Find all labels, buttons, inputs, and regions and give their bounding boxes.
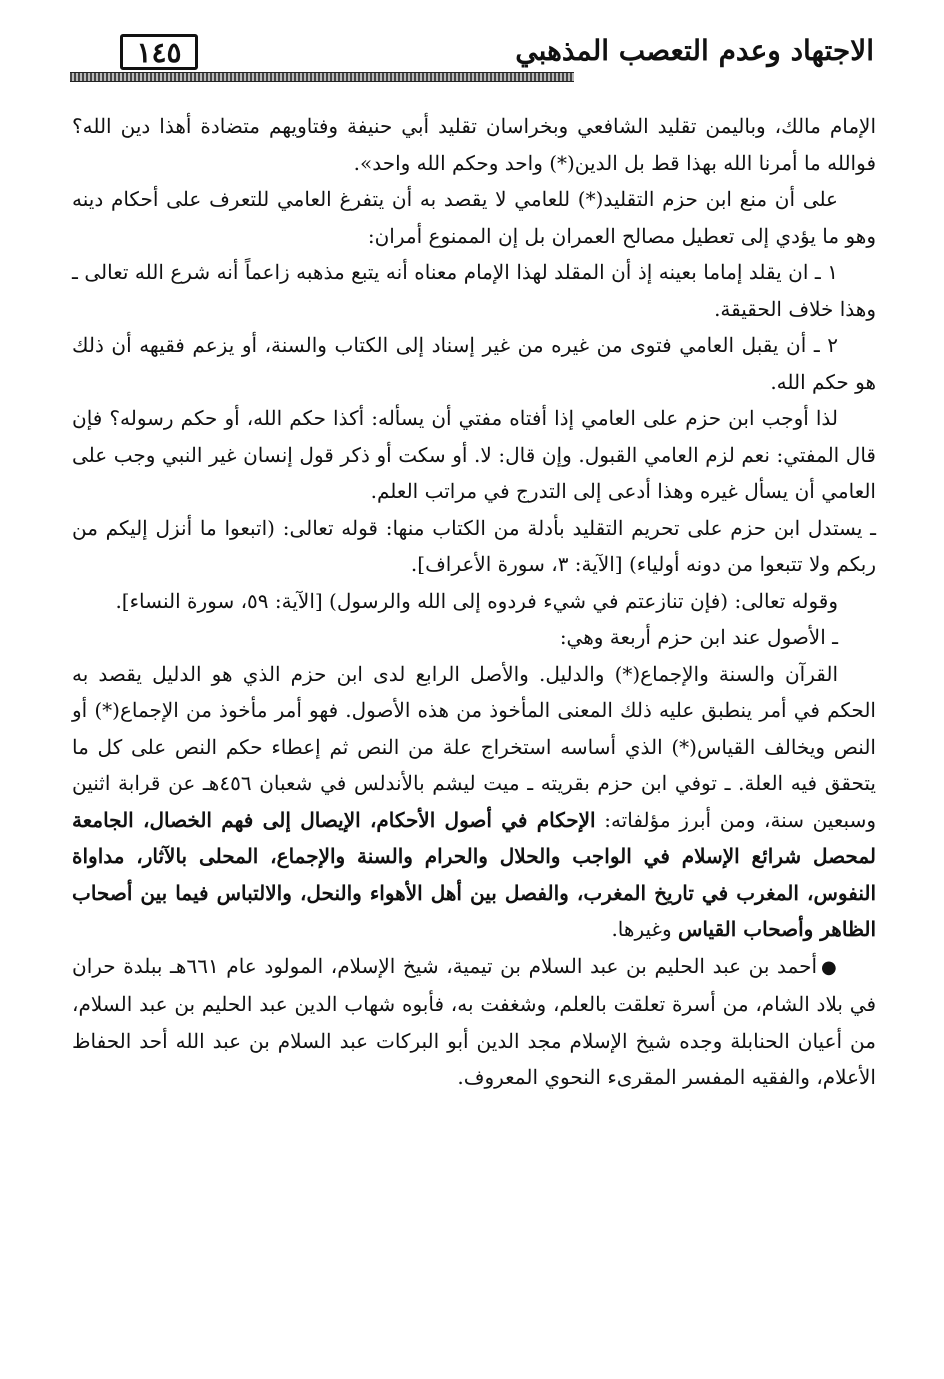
black-circle-bullet-icon: ● <box>821 956 838 978</box>
paragraph-evidence: ـ يستدل ابن حزم على تحريم التقليد بأدلة من الكتاب منها: قوله تعالى: (اتبعوا ما أنزل إليكم من ربكم ولا تتبعوا من دونه أولياء) [الآية: ٣، سورة الأعراف]. <box>72 515 876 576</box>
ibn-taymiyya-bio: أحمد بن عبد الحليم بن عبد السلام بن تيمية، شيخ الإسلام، المولود عام ٦٦١هـ ببلدة حران في بلاد الشام، من أسرة تعلقت بالعلم، وشغفت به، فأبوه شهاب الدين عبد الحليم بن عبد السلام، من أعيان الحنابلة وجده شيخ الإسلام مجد الدين أبو البركات عبد السلام بن عبد الله أحد الحفاظ الأعلام، والفقيه المفسر المقرىء النحوي المعروف. <box>72 953 876 1089</box>
works-tail: وغيرها. <box>611 917 678 941</box>
paragraph-ibn-taymiyya <box>72 948 876 1096</box>
paragraph-continuation: الإمام مالك، وباليمن تقليد الشافعي وبخراسان تقليد أبي حنيفة وفتاويهم متضادة أهذا دين الله؟ فوالله ما أمرنا الله بهذا قط بل الدين(*) واحد وحكم الله واحد». <box>72 114 876 175</box>
list-item-2: ٢ ـ أن يقبل العامي فتوى من غيره من غير إسناد إلى الكتاب والسنة، أو يزعم فقيهه أن ذلك هو حكم الله. <box>72 333 876 394</box>
page-header <box>70 28 874 84</box>
page-body <box>72 108 876 1096</box>
running-title: الاجتهاد وعدم التعصب المذهبي <box>515 34 874 67</box>
usul-text: القرآن والسنة والإجماع(*) والدليل. والأصل الرابع لدى ابن حزم الذي هو الدليل يقصد به الحكم في أمر ينطبق عليه ذلك المعنى المأخوذ من هذه الأصول. فهو أمر مأخوذ من الإجماع(*) أو النص ويخالف القياس(*) الذي أساسه استخراج علة من النص ثم إعطاء حكم النص على كل ما يتحقق فيه العلة. ـ توفي ابن حزم بقريته ـ ميت ليشم بالأندلس في شعبان ٤٥٦هـ عن قرابة اثنين وسبعين سنة، ومن أبرز مؤلفاته: <box>72 661 876 832</box>
paragraph-verse: وقوله تعالى: (فإن تنازعتم في شيء فردوه إلى الله والرسول) [الآية: ٥٩، سورة النساء]. <box>115 588 838 613</box>
works-list: الإحكام في أصول الأحكام، الإيصال إلى فهم الخصال، الجامعة لمحصل شرائع الإسلام في الواجب والحلال والحرام والسنة والإجماع، المحلى بالآثار، مداواة النفوس، المغرب في تاريخ المغرب، والفصل بين أهل الأهواء والنحل، والالتباس فيما بين أصحاب الظاهر وأصحاب القياس <box>72 807 876 941</box>
list-item-1: ١ ـ ان يقلد إماما بعينه إذ أن المقلد لهذا الإمام معناه أنه يتبع مذهبه زاعماً أنه شرع الله تعالى ـ وهذا خلاف الحقيقة. <box>72 260 876 321</box>
paragraph-usul <box>72 656 876 948</box>
paragraph-taqlid: على أن منع ابن حزم التقليد(*) للعامي لا يقصد به أن يتفرغ العامي للتعرف على أحكام دينه وهو ما يؤدي إلى تعطيل مصالح العمران بل إن الممنوع أمران: <box>72 187 876 248</box>
header-rule-gap <box>574 70 874 84</box>
page-number: ١٤٥ <box>120 34 198 70</box>
paragraph-fatwa: لذا أوجب ابن حزم على العامي إذا أفتاه مفتي أن يسأله: أكذا حكم الله، أو حكم رسوله؟ فإن قال المفتي: نعم لزم العامي القبول. وإن قال: لا. أو سكت أو ذكر قول إنسان غير النبي وجب على العامي أن يسأل غيره وهذا أدعى إلى التدرج في مراتب العلم. <box>72 406 876 503</box>
paragraph-usul-heading: ـ الأصول عند ابن حزم أربعة وهي: <box>559 625 838 649</box>
